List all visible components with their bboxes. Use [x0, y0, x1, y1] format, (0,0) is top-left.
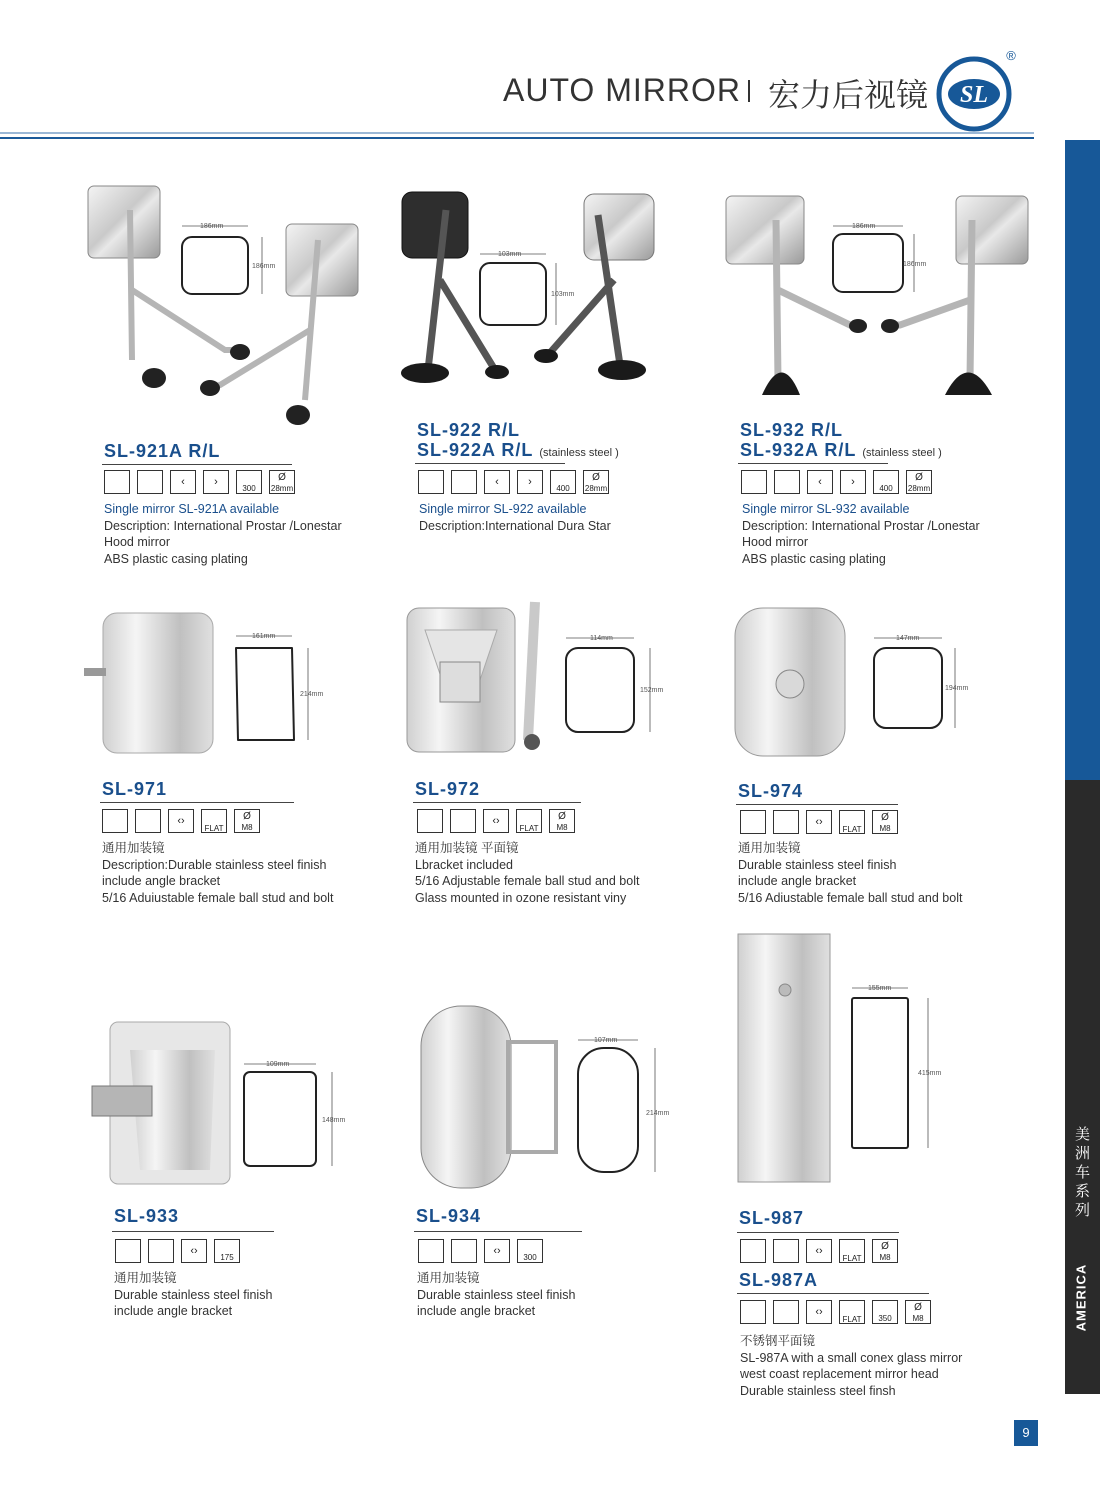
dim-label: 214mm: [646, 1110, 670, 1117]
product-description: 通用加装镜 Description:Durable stainless steel finish include angle bracket 5/16 Aduiustable female ball stud and bolt: [102, 841, 334, 905]
sl-921a-image: [88, 186, 358, 425]
product-description: Single mirror SL-922 available Description:International Dura Star: [419, 502, 611, 533]
arrow-left-icon: ‹: [170, 470, 196, 494]
model-name: SL-934: [416, 1206, 482, 1226]
sl-974-image: [735, 608, 845, 756]
product-description: 通用加装镜 平面镜 Lbracket included 5/16 Adjustable female ball stud and bolt Glass mounted in ozone resistant viny: [415, 841, 640, 905]
sl-971-image: [84, 613, 213, 753]
model-name: SL-933: [114, 1206, 180, 1226]
flat-glass-icon: FLAT: [839, 1300, 865, 1324]
dim-label: 107mm: [594, 1037, 618, 1044]
header-rule-dark: [0, 137, 1034, 139]
steering-wheel-icon: [773, 1300, 799, 1324]
model-underline: [738, 463, 888, 464]
flat-glass-icon: FLAT: [839, 810, 865, 834]
product-description: 通用加装镜 Durable stainless steel finish include angle bracket 5/16 Adiustable female ball stud and bolt: [738, 841, 963, 905]
model-underline: [413, 802, 581, 803]
arrow-both-icon: ‹›: [806, 810, 832, 834]
arrow-right-icon: ›: [517, 470, 543, 494]
diameter-icon: Ø M8: [549, 809, 575, 833]
dim-label: 147mm: [896, 635, 920, 642]
model-name: SL-921A R/L: [104, 441, 221, 461]
mirror-glass-icon: [741, 470, 767, 494]
arrow-both-icon: ‹›: [484, 1239, 510, 1263]
sl-934-image: [421, 1006, 556, 1188]
model-underline: [100, 802, 294, 803]
steering-wheel-icon: [773, 1239, 799, 1263]
diameter-icon: Ø M8: [872, 810, 898, 834]
model-underline: [737, 1293, 929, 1294]
dim-label: 152mm: [640, 687, 664, 694]
mirror-glass-icon: [417, 809, 443, 833]
model-underline: [736, 804, 898, 805]
dim-label: 103mm: [498, 251, 522, 258]
product-description: 通用加装镜 Durable stainless steel finish include angle bracket: [114, 1271, 273, 1318]
steering-wheel-icon: [451, 470, 477, 494]
side-tab-char: 美: [1074, 1125, 1090, 1143]
dim-label: 103mm: [551, 291, 575, 298]
mirror-glass-icon: [418, 470, 444, 494]
diameter-icon: Ø 28mm: [584, 472, 608, 493]
arrow-both-icon: ‹›: [483, 809, 509, 833]
steering-wheel-icon: [773, 810, 799, 834]
flat-glass-icon: FLAT: [839, 1239, 865, 1263]
model-name: SL-922 R/L: [417, 420, 521, 440]
dim-label: 155mm: [868, 985, 892, 992]
header-rule-light: [0, 132, 1034, 134]
model-name: SL-922A R/L (stainless steel ): [417, 440, 619, 460]
flat-glass-icon: FLAT: [516, 809, 542, 833]
model-underline: [415, 463, 565, 464]
convex-arc-icon: 175: [214, 1239, 240, 1263]
dim-label: 148mm: [322, 1117, 346, 1124]
steering-wheel-icon: [135, 809, 161, 833]
side-tab-char: 车: [1074, 1163, 1090, 1181]
mirror-glass-icon: [102, 809, 128, 833]
model-underline: [112, 1231, 274, 1232]
arrow-both-icon: ‹›: [168, 809, 194, 833]
mirror-glass-icon: [740, 1300, 766, 1324]
sl-922-image: [401, 192, 654, 383]
dim-label: 186mm: [252, 263, 276, 270]
arrow-both-icon: ‹›: [806, 1239, 832, 1263]
dim-label: 186mm: [903, 261, 927, 268]
sl-987-image: [738, 934, 830, 1182]
diameter-icon: Ø M8: [872, 1239, 898, 1263]
side-tab-region: AMERICA: [1073, 1263, 1089, 1332]
model-name: SL-987: [739, 1208, 805, 1228]
product-description: 不锈钢平面镜 SL-987A with a small conex glass mirror west coast replacement mirror head Durable stainless steel finsh: [740, 1334, 963, 1398]
model-name: SL-971: [102, 779, 168, 799]
title-separator: [748, 80, 750, 102]
convex-arc-icon: 400: [550, 470, 576, 494]
product-description: Single mirror SL-921A available Description: International Prostar /Lonestar Hood mirror ABS plastic casing plating: [104, 502, 342, 566]
sl-logo: [935, 50, 1017, 132]
mirror-glass-icon: [418, 1239, 444, 1263]
diameter-icon: Ø M8: [905, 1300, 931, 1324]
side-tab-blue: [1065, 140, 1100, 780]
product-description: 通用加装镜 Durable stainless steel finish include angle bracket: [417, 1271, 576, 1318]
diameter-icon: Ø M8: [234, 809, 260, 833]
diameter-icon: Ø 28mm: [907, 472, 931, 493]
steering-wheel-icon: [774, 470, 800, 494]
side-tab-char: 洲: [1074, 1144, 1090, 1162]
model-name: SL-974: [738, 781, 804, 801]
side-tab-char: 列: [1074, 1201, 1090, 1219]
steering-wheel-icon: [450, 809, 476, 833]
page-title: AUTO MIRROR: [503, 72, 741, 108]
model-name: SL-972: [415, 779, 481, 799]
model-name: SL-932 R/L: [740, 420, 844, 440]
convex-arc-icon: 300: [517, 1239, 543, 1263]
registered-mark: ®: [1006, 50, 1016, 63]
arrow-right-icon: ›: [203, 470, 229, 494]
convex-arc-icon: 400: [873, 470, 899, 494]
dim-label: 186mm: [852, 223, 876, 230]
dim-label: 415mm: [918, 1070, 942, 1077]
side-tab-chinese: [1065, 1125, 1100, 1220]
model-underline: [737, 1232, 899, 1233]
page-number: 9: [1014, 1420, 1038, 1446]
dim-label: 161mm: [252, 633, 276, 640]
diameter-icon: Ø 28mm: [270, 472, 294, 493]
sl-933-image: [92, 1022, 230, 1184]
convex-arc-icon: 350: [872, 1300, 898, 1324]
model-underline: [414, 1231, 582, 1232]
arrow-right-icon: ›: [840, 470, 866, 494]
steering-wheel-icon: [451, 1239, 477, 1263]
dim-label: 194mm: [945, 685, 969, 692]
dim-label: 114mm: [590, 635, 613, 642]
dim-label: 214mm: [300, 691, 324, 698]
steering-wheel-icon: [137, 470, 163, 494]
flat-glass-icon: FLAT: [201, 809, 227, 833]
model-underline: [102, 464, 292, 465]
mirror-glass-icon: [740, 810, 766, 834]
side-tab-char: 系: [1074, 1182, 1090, 1200]
product-description: Single mirror SL-932 available Description: International Prostar /Lonestar Hood mirror ABS plastic casing plating: [742, 502, 980, 566]
sl-972-image: [407, 602, 540, 752]
arrow-left-icon: ‹: [484, 470, 510, 494]
steering-wheel-icon: [148, 1239, 174, 1263]
mirror-glass-icon: [115, 1239, 141, 1263]
page-title-chinese: 宏力后视镜: [768, 76, 929, 114]
logo-text: SL: [959, 82, 989, 108]
arrow-left-icon: ‹: [807, 470, 833, 494]
convex-arc-icon: 300: [236, 470, 262, 494]
dim-label: 186mm: [200, 223, 224, 230]
model-name: SL-932A R/L (stainless steel ): [740, 440, 942, 460]
mirror-glass-icon: [104, 470, 130, 494]
arrow-both-icon: ‹›: [806, 1300, 832, 1324]
dim-label: 109mm: [266, 1061, 290, 1068]
mirror-glass-icon: [740, 1239, 766, 1263]
arrow-both-icon: ‹›: [181, 1239, 207, 1263]
model-name: SL-987A: [739, 1270, 819, 1290]
